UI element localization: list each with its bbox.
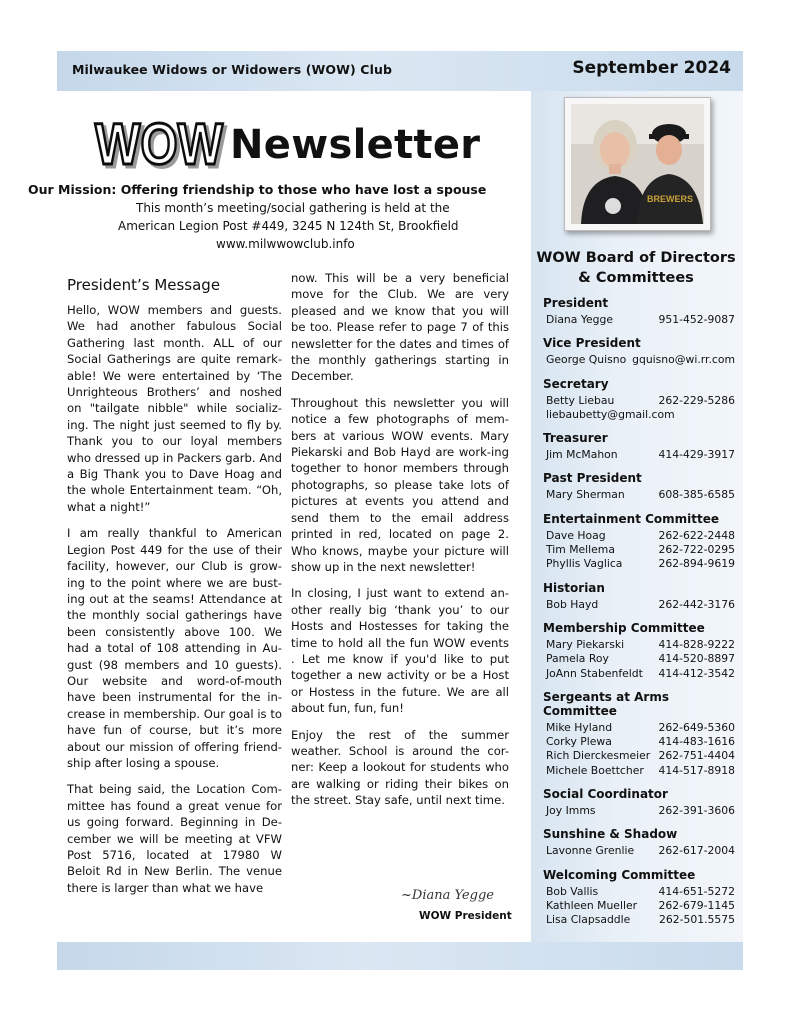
member-contact: 262-229-5286 bbox=[658, 393, 735, 407]
member-contact: 414-483-1616 bbox=[658, 735, 735, 749]
member-contact: 951-452-9087 bbox=[658, 313, 735, 326]
committee-member bbox=[543, 598, 743, 612]
board-heading bbox=[536, 248, 736, 288]
member-name: Joy Imms bbox=[546, 804, 596, 818]
committee-member bbox=[543, 749, 743, 763]
committee-member bbox=[543, 844, 743, 858]
members-photo bbox=[564, 97, 711, 231]
committee-member bbox=[543, 394, 743, 408]
member-name: George Quisno bbox=[546, 353, 627, 367]
member-contact: 414-651-5272 bbox=[658, 884, 735, 898]
paragraph: Hello, WOW members and guests. We had another fabulous Social Gathering last month. ALL of our Social Gatherings are quite remark-able! We were entertained by ‘The Unrighteous Brothers’ and noshed on "tailgate nibble" while socializ-ing. The night just seemed to fly by. Thank you to our loyal members who dressed up in Packers garb. And a Big Thank you to Dave Hoag and the whole Entertainment team. “Oh, what a night!” bbox=[67, 303, 282, 514]
member-name: liebaubetty@gmail.com bbox=[546, 407, 675, 421]
committee-title: Entertainment Committee bbox=[543, 511, 720, 526]
committee-group bbox=[543, 581, 743, 612]
member-contact: 262-751-4404 bbox=[658, 749, 735, 763]
member-contact: 414-828-9222 bbox=[658, 637, 735, 651]
website-link[interactable]: www.milwwowclub.info bbox=[216, 237, 355, 251]
member-name: Lavonne Grenlie bbox=[546, 844, 635, 858]
committee-title: Sergeants at Arms Committee bbox=[543, 689, 669, 718]
committee-title: Sunshine & Shadow bbox=[543, 827, 678, 842]
signature: ~Diana Yegge bbox=[401, 888, 494, 903]
member-contact: 262-442-3176 bbox=[658, 597, 735, 611]
committee-member bbox=[543, 735, 743, 749]
member-name: Jim McMahon bbox=[546, 448, 618, 462]
member-contact: 262-501.5575 bbox=[658, 913, 735, 927]
member-name: Rich Dierckesmeier bbox=[546, 749, 651, 763]
logo-text: WOW bbox=[95, 112, 224, 177]
wow-logo bbox=[92, 106, 227, 177]
member-contact: 608-385-6585 bbox=[658, 488, 735, 502]
committee-group bbox=[543, 336, 743, 367]
newsletter-title: Newsletter bbox=[230, 122, 481, 168]
member-contact bbox=[735, 408, 743, 422]
committee-member bbox=[543, 529, 743, 543]
committee-group bbox=[543, 431, 743, 462]
paragraph: Enjoy the rest of the summer weather. School is around the cor-ner: Keep a lookout for students who are walking or riding their bikes on the street. Stay safe, until next time. bbox=[291, 727, 509, 808]
member-name: Pamela Roy bbox=[546, 652, 609, 666]
member-name: Mary Sherman bbox=[546, 488, 625, 502]
committee-member bbox=[543, 448, 743, 462]
member-name: Michele Boettcher bbox=[546, 763, 644, 777]
member-name: Mary Piekarski bbox=[546, 637, 625, 651]
member-name: Diana Yegge bbox=[546, 313, 613, 326]
member-name: Bob Hayd bbox=[546, 597, 599, 611]
paragraph: now. This will be a very beneficial move for the Club. We are very pleased and we know that you will be too. Please refer to page 7 of this newsletter for the dates and times of the monthly gatherings starting in December. bbox=[291, 271, 509, 384]
presidents-message-col1 bbox=[67, 275, 282, 906]
committee-member bbox=[543, 804, 743, 818]
shirt-text: BREWERS bbox=[646, 194, 694, 204]
member-contact: 414-517-8918 bbox=[658, 763, 735, 777]
paragraph: Throughout this newsletter you will notice a few photographs of mem-bers at various WOW events. Mary Piekarski and Bob Hayd are work-ing together to honor members through photographs, so please take lots of pictures at events you attend and send them to the email address printed in red, located on page 2. Who knows, maybe your picture will show up in the next newsletter! bbox=[291, 395, 509, 574]
committee-member bbox=[543, 638, 743, 652]
member-name: JoAnn Stabenfeldt bbox=[546, 666, 643, 680]
committee-title: Past President bbox=[543, 471, 642, 486]
member-contact: gquisno@wi.rr.com bbox=[632, 353, 735, 367]
committee-group bbox=[543, 690, 743, 778]
member-contact: 414-429-3917 bbox=[658, 448, 735, 462]
paragraph: In closing, I just want to extend an-other really big ‘thank you’ to our Hosts and Hostesses for taking the time to hold all the fun WOW events . Let me know if you'd like to put together a new activity or be a Host or Hostess in the future. We are all about fun, fun, fun! bbox=[291, 586, 509, 716]
board-title-line2: & Committees bbox=[578, 270, 694, 286]
committee-group bbox=[543, 827, 743, 858]
committee-group bbox=[543, 296, 743, 327]
member-name: Betty Liebau bbox=[546, 393, 615, 407]
committee-member bbox=[543, 543, 743, 557]
member-name: Mike Hyland bbox=[546, 720, 613, 734]
committee-member bbox=[543, 764, 743, 778]
member-contact: 262-622-2448 bbox=[658, 528, 735, 542]
committee-group bbox=[543, 512, 743, 572]
committee-group bbox=[543, 377, 743, 423]
member-name: Kathleen Mueller bbox=[546, 898, 638, 912]
committee-member bbox=[543, 557, 743, 571]
member-contact: 414-412-3542 bbox=[658, 666, 735, 680]
member-contact: 262-391-3606 bbox=[658, 804, 735, 818]
board-title-line1: WOW Board of Directors bbox=[536, 250, 736, 266]
committee-member bbox=[543, 353, 743, 367]
member-contact: 262-894-9619 bbox=[658, 557, 735, 571]
signature-title: WOW President bbox=[419, 910, 512, 922]
committee-title: Vice President bbox=[543, 336, 641, 351]
committee-member bbox=[543, 721, 743, 735]
paragraph: That being said, the Location Com-mittee has found a great venue for us going forward. Beginning in De-cember we will be meeting at VFW Post 5716, located at 17980 W Beloit Rd in New Berlin. The venue there is larger than what we have bbox=[67, 782, 282, 895]
committee-title: Welcoming Committee bbox=[543, 867, 696, 882]
committee-member bbox=[543, 408, 743, 422]
meeting-address: American Legion Post #449, 3245 N 124th St, Brookfield bbox=[118, 219, 459, 233]
member-name: Tim Mellema bbox=[546, 543, 615, 557]
member-contact: 262-722-0295 bbox=[658, 543, 735, 557]
member-contact: 262-649-5360 bbox=[658, 720, 735, 734]
member-contact: 414-520-8897 bbox=[658, 652, 735, 666]
committee-member bbox=[543, 885, 743, 899]
committee-member bbox=[543, 899, 743, 913]
club-name: Milwaukee Widows or Widowers (WOW) Club bbox=[72, 62, 393, 77]
committee-group bbox=[543, 868, 743, 928]
committee-member bbox=[543, 488, 743, 502]
member-name: Bob Vallis bbox=[546, 884, 599, 898]
committee-title: Treasurer bbox=[543, 431, 608, 446]
committee-title: Membership Committee bbox=[543, 620, 705, 635]
committee-title: Historian bbox=[543, 580, 605, 595]
committee-title: Secretary bbox=[543, 376, 609, 391]
committee-title: Social Coordinator bbox=[543, 787, 668, 802]
member-contact: 262-617-2004 bbox=[658, 844, 735, 858]
mission-statement: Our Mission: Offering friendship to those who have lost a spouse bbox=[28, 182, 487, 197]
member-name: Dave Hoag bbox=[546, 528, 606, 542]
member-name: Corky Plewa bbox=[546, 735, 612, 749]
presidents-message-heading: President’s Message bbox=[67, 276, 221, 294]
member-name: Phyllis Vaglica bbox=[546, 557, 623, 571]
committee-member bbox=[543, 913, 743, 927]
footer-bar bbox=[57, 942, 743, 970]
presidents-message-col2 bbox=[291, 270, 509, 819]
committee-member bbox=[543, 313, 743, 327]
issue-month: September 2024 bbox=[572, 58, 731, 78]
meeting-intro: This month’s meeting/social gathering is held at the bbox=[136, 201, 450, 215]
committee-list bbox=[543, 296, 743, 937]
committee-group bbox=[543, 621, 743, 681]
member-name: Lisa Clapsaddle bbox=[546, 913, 631, 927]
paragraph: I am really thankful to American Legion Post 449 for the use of their facility, however, our Club is grow-ing to the point where we are bust-ing out at the seams! Attendance at the monthly social gatherings have been consistently above 100. We had a total of 108 attending in Au-gust (98 members and 10 guests). Our website and word-of-mouth have been instrumental for the in-crease in membership. Our goal is to have fun of course, but it’s more about our mission of offering friend-ship after losing a spouse. bbox=[67, 526, 282, 770]
member-contact: 262-679-1145 bbox=[658, 898, 735, 912]
committee-group bbox=[543, 787, 743, 818]
committee-member bbox=[543, 667, 743, 681]
committee-title: President bbox=[543, 296, 609, 310]
committee-group bbox=[543, 471, 743, 502]
committee-member bbox=[543, 652, 743, 666]
